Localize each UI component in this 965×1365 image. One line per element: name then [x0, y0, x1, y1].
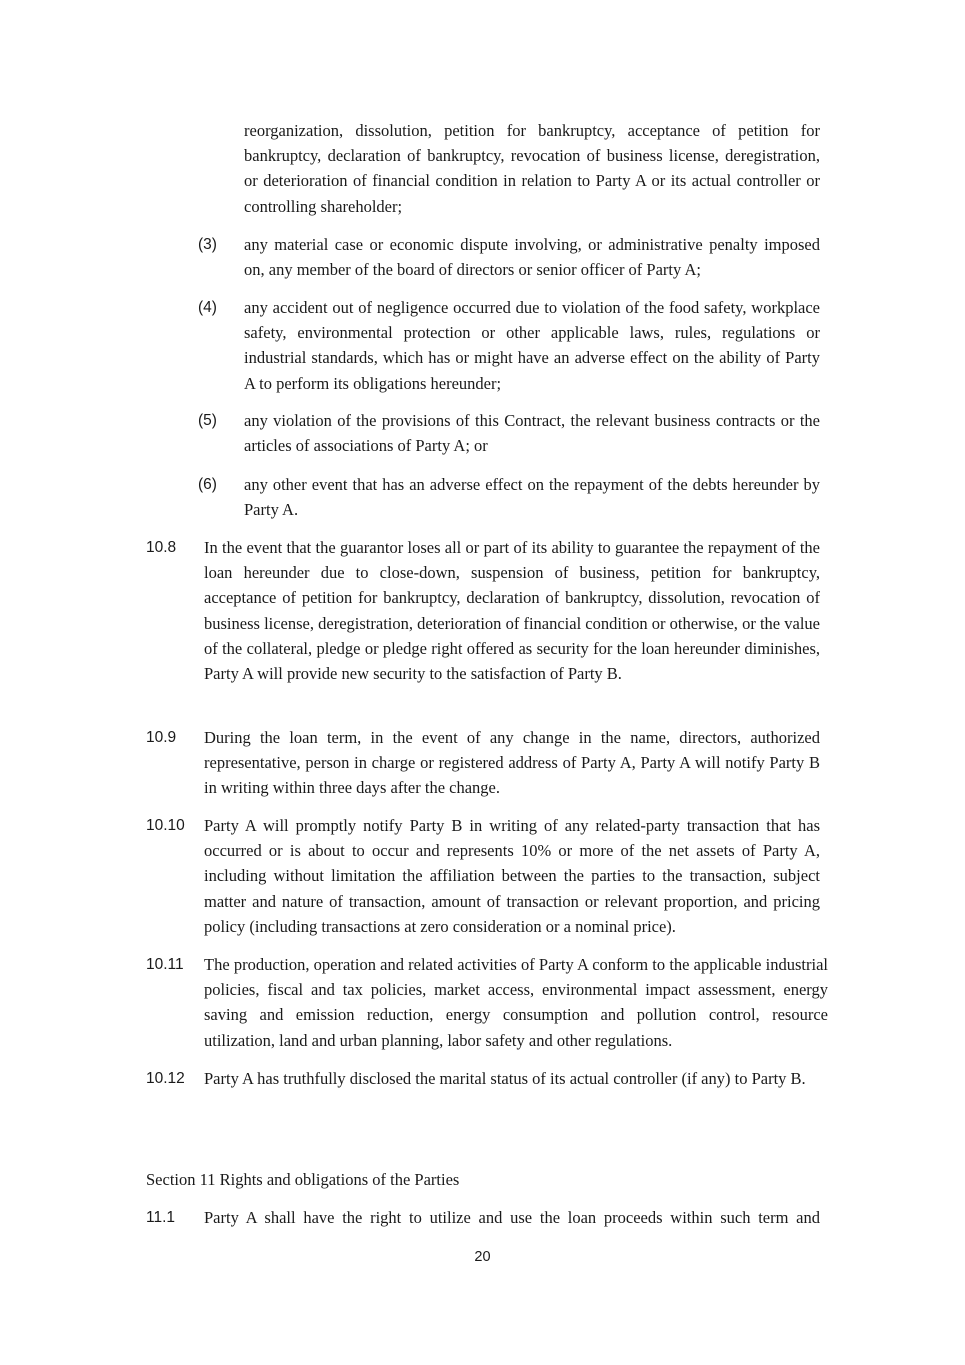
sub-item-number: (4)	[198, 299, 217, 316]
sub-item-number: (6)	[198, 476, 217, 493]
clause-number: 10.12	[146, 1070, 185, 1087]
clause-number: 10.10	[146, 817, 185, 834]
sub-item-text: any material case or economic dispute involving, or administrative penalty imposed on, any member of the board of directors or senior officer of Party A;	[244, 235, 820, 280]
sub-item-text: any violation of the provisions of this Contract, the relevant business contracts or the articles of associations of Party A; or	[244, 411, 820, 456]
sub-item-number: (3)	[198, 236, 217, 253]
clause-number: 10.11	[146, 956, 184, 973]
sub-item-number: (5)	[198, 412, 217, 429]
clause-number: 11.1	[146, 1209, 176, 1226]
clause-number: 10.9	[146, 729, 177, 746]
clause-text: In the event that the guarantor loses all or part of its ability to guarantee the repayment of the loan hereunder due to close-down, suspension of business, petition for bankruptcy, acceptance of petition for bankruptcy, declaration of bankruptcy, dissolution, revocation of business license, deregistration, deterioration of financial condition or otherwise, or the value of the collateral, pledge or pledge right offered as security for the loan hereunder diminishes, Party A will provide new security to the satisfaction of Party B.	[204, 538, 820, 684]
clause-text: Party A has truthfully disclosed the marital status of its actual controller (if any) to Party B.	[204, 1069, 806, 1088]
page-number: 20	[474, 1249, 491, 1265]
sub-item-text: any other event that has an adverse effect on the repayment of the debts hereunder by Party A.	[244, 475, 820, 520]
clause-text: Party A shall have the right to utilize and use the loan proceeds within such term and	[204, 1208, 820, 1227]
continuation-paragraph: reorganization, dissolution, petition for bankruptcy, acceptance of petition for bankruptcy, declaration of bankruptcy, revocation of business license, deregistration, or deterioration of financial condition in relation to Party A or its actual controller or controlling shareholder;	[244, 121, 820, 216]
clause-text: The production, operation and related activities of Party A conform to the applicable industrial policies, fiscal and tax policies, market access, environmental impact assessment, energy saving and emission reduction, energy consumption and pollution control, resource utilization, land and urban planning, labor safety and other regulations.	[204, 955, 828, 1050]
section-heading: Section 11 Rights and obligations of the Parties	[146, 1170, 460, 1189]
clause-number: 10.8	[146, 539, 177, 556]
sub-item-text: any accident out of negligence occurred due to violation of the food safety, workplace safety, environmental protection or other applicable laws, rules, regulations or industrial standards, which has or might have an adverse effect on the ability of Party A to perform its obligations hereunder;	[244, 298, 820, 393]
clause-text: During the loan term, in the event of any change in the name, directors, authorized representative, person in charge or registered address of Party A, Party A will notify Party B in writing within three days after the change.	[204, 728, 820, 798]
clause-text: Party A will promptly notify Party B in writing of any related-party transaction that has occurred or is about to occur and represents 10% or more of the net assets of Party A, including without limitation the affiliation between the parties to the transaction, subject matter and nature of transaction, amount of transaction or relevant proportion, and pricing policy (including transactions at zero consideration or a nominal price).	[204, 816, 820, 936]
